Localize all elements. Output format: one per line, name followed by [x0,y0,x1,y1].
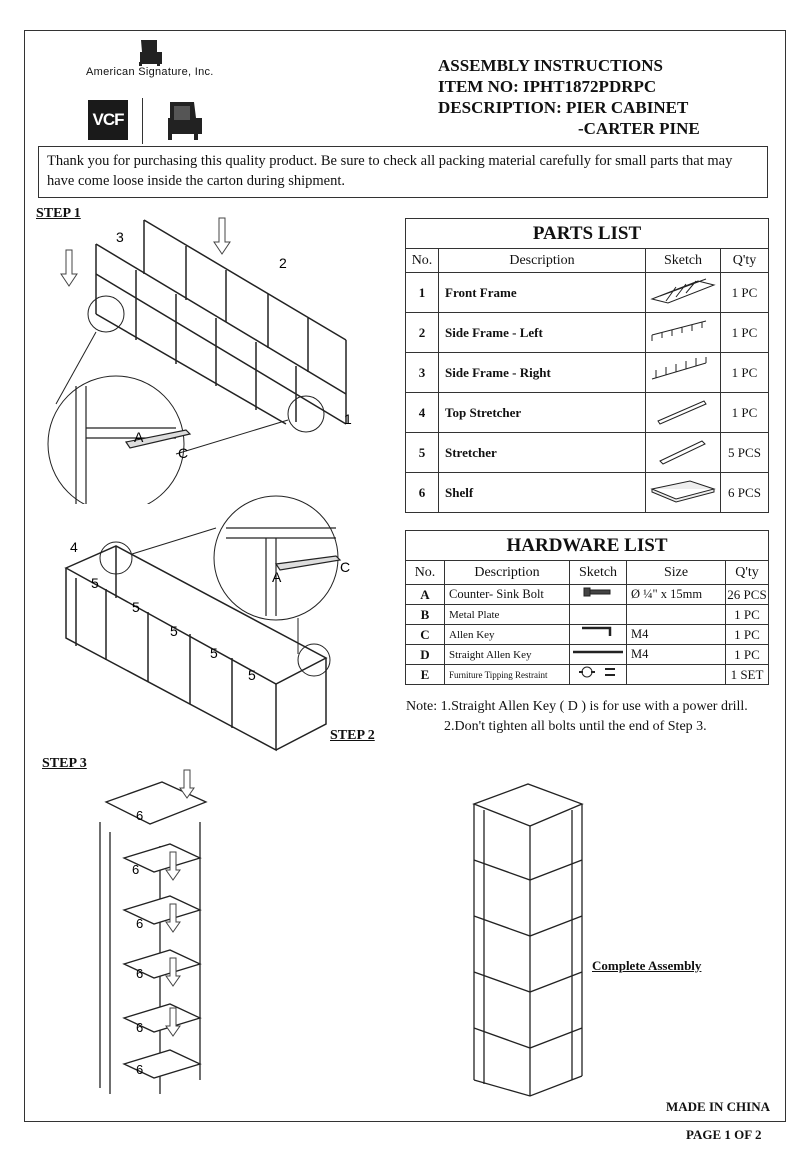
parts-list-title: PARTS LIST [406,219,769,249]
hw-qty: 1 SET [726,665,769,685]
note-line-1: Note: 1.Straight Allen Key ( D ) is for use with a power drill. [406,699,748,714]
step2-label: STEP 2 [330,728,375,743]
callout-6e: 6 [136,1020,144,1035]
hw-description: Allen Key [445,625,570,645]
hw-description: Metal Plate [445,605,570,625]
callout-c: C [178,445,189,461]
shelf-sketch [646,473,721,513]
part-no: 2 [406,313,439,353]
made-in-label: MADE IN CHINA [666,1099,770,1114]
parts-list-table [405,218,769,513]
straight-allen-key-sketch [570,645,627,665]
table-row [406,605,769,625]
part-no: 6 [406,473,439,513]
metal-plate-sketch [570,605,627,625]
hw-col-sketch: Sketch [570,561,627,585]
hw-size [627,665,726,685]
table-row [406,473,769,513]
callout-5a: 5 [91,575,99,591]
callout-5e: 5 [248,667,256,683]
hw-size: Ø ¼" x 15mm [627,585,726,605]
table-row [406,585,769,605]
parts-col-qty: Q'ty [721,249,769,273]
part-qty: 1 PC [721,313,769,353]
part-description: Stretcher [439,433,646,473]
part-qty: 1 PC [721,393,769,433]
complete-assembly-illustration [470,780,590,1100]
table-row [406,433,769,473]
hardware-list-table [405,530,769,685]
part-description: Top Stretcher [439,393,646,433]
company-name: American Signature, Inc. [86,66,214,78]
part-qty: 1 PC [721,353,769,393]
armchair-icon [135,38,165,66]
callout-a2: A [272,569,282,585]
part-description: Side Frame - Left [439,313,646,353]
hw-col-qty: Q'ty [726,561,769,585]
callout-4: 4 [70,539,78,555]
header-description: DESCRIPTION: PIER CABINET [438,98,689,117]
hw-col-size: Size [627,561,726,585]
hw-description: Straight Allen Key [445,645,570,665]
callout-2: 2 [279,255,287,271]
table-row [406,665,769,685]
allen-key-sketch [570,625,627,645]
part-qty: 5 PCS [721,433,769,473]
note-line-2: 2.Don't tighten all bolts until the end of Step 3. [444,719,707,734]
table-row [406,645,769,665]
table-row [406,353,769,393]
hw-no: B [406,605,445,625]
armchair-logo-icon [160,98,204,142]
callout-c2: C [340,559,351,575]
hw-size [627,605,726,625]
hw-col-description: Description [445,561,570,585]
complete-assembly-label: Complete Assembly [592,958,702,973]
hw-description: Furniture Tipping Restraint [445,665,570,685]
hw-no: E [406,665,445,685]
page-number: PAGE 1 OF 2 [686,1127,762,1142]
step3-label: STEP 3 [42,756,87,771]
part-description: Side Frame - Right [439,353,646,393]
purchase-notice: Thank you for purchasing this quality product. Be sure to check all packing material carefully for small parts that may have come loose inside the carton during shipment. [38,146,768,198]
table-row [406,625,769,645]
callout-6f: 6 [136,1062,144,1077]
hw-size: M4 [627,625,726,645]
step1-illustration [36,214,396,504]
side-frame-right-sketch [646,353,721,393]
part-description: Front Frame [439,273,646,313]
hw-no: A [406,585,445,605]
part-no: 1 [406,273,439,313]
hw-qty: 26 PCS [726,585,769,605]
top-stretcher-sketch [646,393,721,433]
side-frame-left-sketch [646,313,721,353]
step1-label: STEP 1 [36,206,81,221]
header-description-cont: -CARTER PINE [578,119,700,138]
hw-no: D [406,645,445,665]
table-row [406,313,769,353]
parts-col-sketch: Sketch [646,249,721,273]
callout-5d: 5 [210,645,218,661]
part-no: 4 [406,393,439,433]
header-title: ASSEMBLY INSTRUCTIONS [438,56,664,75]
callout-a: A [134,429,144,445]
logo-divider [142,98,143,144]
assembly-header [438,55,768,139]
vcf-logo: VCF [88,100,128,140]
hw-no: C [406,625,445,645]
callout-6a: 6 [136,808,144,823]
part-qty: 6 PCS [721,473,769,513]
step3-illustration [90,768,220,1098]
hw-size: M4 [627,645,726,665]
callout-5c: 5 [170,623,178,639]
callout-6c: 6 [136,916,144,931]
table-row [406,273,769,313]
callout-6d: 6 [136,966,144,981]
hw-qty: 1 PC [726,605,769,625]
parts-col-no: No. [406,249,439,273]
tipping-restraint-sketch [570,665,627,685]
parts-col-description: Description [439,249,646,273]
hw-qty: 1 PC [726,625,769,645]
table-row [406,393,769,433]
front-frame-sketch [646,273,721,313]
stretcher-sketch [646,433,721,473]
part-no: 3 [406,353,439,393]
notes-block [406,697,786,737]
brand-block [80,38,220,148]
callout-1: 1 [344,411,352,427]
callout-6b: 6 [132,862,140,877]
part-qty: 1 PC [721,273,769,313]
step2-illustration [36,488,376,758]
part-no: 5 [406,433,439,473]
callout-5b: 5 [132,599,140,615]
part-description: Shelf [439,473,646,513]
hw-col-no: No. [406,561,445,585]
hardware-list-title: HARDWARE LIST [406,531,769,561]
bolt-sketch [570,585,627,605]
hw-description: Counter- Sink Bolt [445,585,570,605]
hw-qty: 1 PC [726,645,769,665]
header-item-no: ITEM NO: IPHT1872PDRPC [438,77,657,96]
callout-3: 3 [116,229,124,245]
